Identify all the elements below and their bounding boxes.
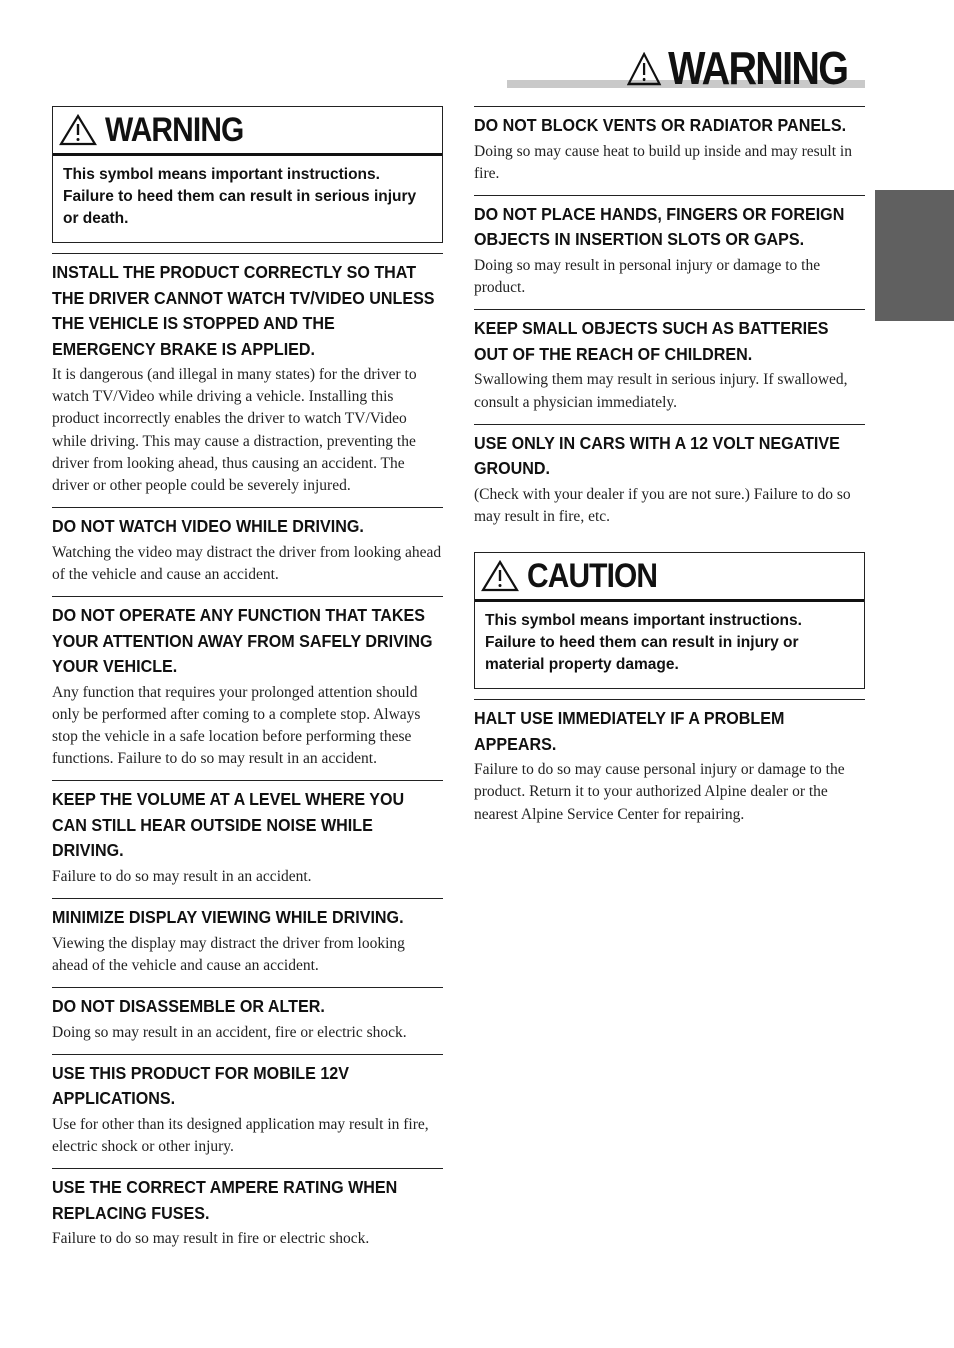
section-heading: HALT USE IMMEDIATELY IF A PROBLEM APPEARS. <box>474 708 785 754</box>
caution-box-text: This symbol means important instructions. Failure to heed them can result in injury or material property damage. <box>485 612 802 674</box>
warning-section <box>474 309 865 413</box>
section-heading: USE THE CORRECT AMPERE RATING WHEN REPLACING FUSES. <box>52 1177 398 1223</box>
section-heading: INSTALL THE PRODUCT CORRECTLY SO THAT THE DRIVER CANNOT WATCH TV/VIDEO UNLESS THE VEHICLE IS STOPPED AND THE EMERGENCY BRAKE IS APPLIED. <box>52 262 435 359</box>
section-heading: DO NOT PLACE HANDS, FINGERS OR FOREIGN OBJECTS IN INSERTION SLOTS OR GAPS. <box>474 203 845 250</box>
warning-section <box>52 507 443 586</box>
warning-section <box>52 898 443 977</box>
section-body: It is dangerous (and illegal in many states) for the driver to watch TV/Video while driving a vehicle. Installing this product incorrectly enables the driver to watch TV/Video while driving. This may cause a distraction, preventing the driver from looking ahead, thus causing an accident. The driver or other people could be severely injured. <box>52 366 417 495</box>
section-body: Failure to do so may result in an accident. <box>52 867 312 885</box>
section-body: Use for other than its designed application may result in fire, electric shock or other injury. <box>52 1115 429 1155</box>
right-sections <box>474 106 865 528</box>
page-header <box>507 42 865 94</box>
warning-section <box>52 1168 443 1250</box>
section-heading: USE THIS PRODUCT FOR MOBILE 12V APPLICATIONS. <box>52 1062 349 1109</box>
section-heading: USE ONLY IN CARS WITH A 12 VOLT NEGATIVE GROUND. <box>474 432 840 479</box>
section-body: Doing so may cause heat to build up inside and may result in fire. <box>474 142 852 182</box>
warning-section <box>474 106 865 185</box>
left-column <box>52 106 443 1250</box>
warning-box-label: WARNING <box>105 110 244 149</box>
section-body: Swallowing them may result in serious injury. If swallowed, consult a physician immediately. <box>474 371 848 411</box>
section-heading: DO NOT WATCH VIDEO WHILE DRIVING. <box>52 516 364 537</box>
section-body: Failure to do so may result in fire or electric shock. <box>52 1230 370 1248</box>
caution-sections <box>474 699 865 826</box>
warning-section <box>52 253 443 497</box>
section-body: Any function that requires your prolonged attention should only be performed after coming to a complete stop. Always stop the vehicle in a safe location before performing these functions. Failure to do so may result in an accident. <box>52 683 421 768</box>
warning-box-header <box>53 107 442 156</box>
page-title-wrap <box>627 42 847 94</box>
section-body: Watching the video may distract the driver from looking ahead of the vehicle and cause an accident. <box>52 543 442 583</box>
warning-triangle-icon <box>59 114 97 146</box>
section-body: Viewing the display may distract the driver from looking ahead of the vehicle and cause an accident. <box>52 934 405 974</box>
right-column <box>474 106 865 826</box>
section-heading: DO NOT OPERATE ANY FUNCTION THAT TAKES YOUR ATTENTION AWAY FROM SAFELY DRIVING YOUR VEHICLE. <box>52 605 433 677</box>
caution-triangle-icon <box>481 560 519 592</box>
section-body: Doing so may result in personal injury or damage to the product. <box>474 256 821 297</box>
section-body: Doing so may result in an accident, fire or electric shock. <box>52 1023 407 1041</box>
section-heading: DO NOT BLOCK VENTS OR RADIATOR PANELS. <box>474 115 847 135</box>
section-body: Failure to do so may cause personal injury or damage to the product. Return it to your authorized Alpine dealer or the nearest Alpine Service Center for repairing. <box>474 761 845 823</box>
section-heading: KEEP THE VOLUME AT A LEVEL WHERE YOU CAN STILL HEAR OUTSIDE NOISE WHILE DRIVING. <box>52 789 405 861</box>
warning-section <box>474 424 865 528</box>
caution-box-label: CAUTION <box>527 556 658 595</box>
section-heading: DO NOT DISASSEMBLE OR ALTER. <box>52 996 325 1017</box>
warning-section <box>52 596 443 770</box>
page-title: WARNING <box>667 42 847 94</box>
section-body: (Check with your dealer if you are not sure.) Failure to do so may result in fire, etc. <box>474 485 851 525</box>
left-sections <box>52 253 443 1250</box>
warning-section <box>474 195 865 299</box>
caution-box-header <box>475 553 864 602</box>
warning-section <box>52 780 443 888</box>
warning-triangle-icon <box>627 52 661 86</box>
warning-section <box>52 987 443 1044</box>
section-heading: KEEP SMALL OBJECTS SUCH AS BATTERIES OUT OF THE REACH OF CHILDREN. <box>474 318 829 364</box>
warning-box <box>52 106 443 243</box>
warning-section <box>52 1054 443 1158</box>
warning-section <box>474 699 865 826</box>
side-tab <box>875 190 954 321</box>
section-heading: MINIMIZE DISPLAY VIEWING WHILE DRIVING. <box>52 907 404 928</box>
warning-box-text: This symbol means important instructions. Failure to heed them can result in serious injury or death. <box>63 166 417 227</box>
caution-box <box>474 552 865 689</box>
